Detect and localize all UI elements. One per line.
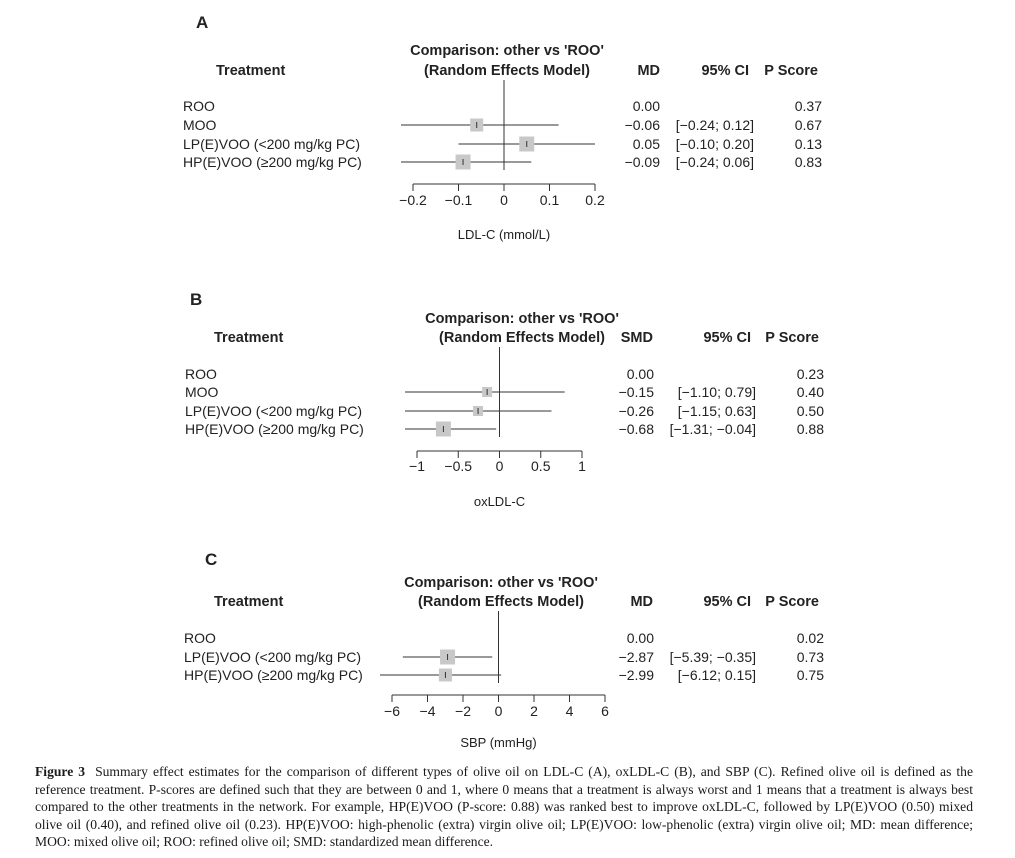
- panel-a-row-4-effect: −0.09: [624, 154, 660, 170]
- caption-text: Summary effect estimates for the comparison of different types of olive oil on LDL-C (A), oxLDL-C (B), and SBP (C). Refined olive oil is defined as the reference treatment. P-scores are defined such that they are between 0 and 1, where 0 means that a treatment is always worst and 1 means that a treatment is always best compared to the other treatments in the network. For example, HP(E)VOO (P-score: 0.88) was ranked best to improve oxLDL-C, followed by LP(E)VOO (0.50) mixed olive oil (0.40), and refined olive oil (0.23). HP(E)VOO: high-phenolic (extra) virgin olive oil; LP(E)VOO: low-phenolic (extra) virgin olive oil; MD: mean difference; MOO: mixed olive oil; ROO: refined olive oil; SMD: standardized mean difference.: [35, 764, 973, 850]
- panel-c-row-3-effect: −2.99: [618, 667, 654, 683]
- panel-b-ci-header: 95% CI: [703, 330, 751, 346]
- panel-c-row-2-ci: [−5.39; −0.35]: [669, 649, 756, 665]
- panel-c-pscore-header: P Score: [765, 594, 819, 610]
- panel-a-row-2-label: MOO: [183, 117, 217, 133]
- panel-b-x-axis-label: oxLDL-C: [473, 494, 526, 509]
- panel-a-pscore-header: P Score: [764, 63, 818, 79]
- panel-a-row-4-pscore: 0.83: [794, 154, 822, 170]
- panel-b-row-4-effect: −0.68: [618, 421, 654, 437]
- panel-c-row-3-pscore: 0.75: [796, 667, 824, 683]
- panel-b-row-2-effect: −0.15: [618, 384, 654, 400]
- panel-c-x-tick-label: −6: [384, 703, 400, 719]
- panel-a-row-1-label: ROO: [183, 98, 215, 114]
- panel-c-x-tick-label: 6: [601, 703, 609, 719]
- panel-b-pscore-header: P Score: [765, 330, 819, 346]
- panel-b-row-2-label: MOO: [185, 384, 219, 400]
- panel-c-row-2-label: LP(E)VOO (<200 mg/kg PC): [184, 649, 362, 665]
- panel-b-comparison-header: Comparison: other vs 'ROO': [425, 311, 619, 327]
- panel-b-x-tick-label: 0.5: [531, 458, 551, 474]
- caption-label: Figure 3: [35, 764, 86, 779]
- panel-c-x-axis-label: SBP (mmHg): [460, 735, 537, 750]
- panel-c-x-tick-label: −2: [455, 703, 471, 719]
- panel-c-row-2-pscore: 0.73: [796, 649, 824, 665]
- panel-a-row-3-effect: 0.05: [632, 136, 660, 152]
- panel-b-row-2-ci: [−1.10; 0.79]: [677, 384, 756, 400]
- panel-c-row-1-pscore: 0.02: [796, 630, 824, 646]
- panel-b-row-3-ci: [−1.15; 0.63]: [677, 403, 756, 419]
- panel-c-effect-header: MD: [630, 594, 653, 610]
- panel-b-row-3-pscore: 0.50: [796, 403, 824, 419]
- panel-c-x-tick-label: 4: [565, 703, 574, 719]
- panel-a-x-axis-label: LDL-C (mmol/L): [457, 227, 551, 242]
- panel-c-treatment-header: Treatment: [214, 594, 284, 610]
- panel-a-letter: A: [196, 13, 209, 32]
- panel-b-row-4-label: HP(E)VOO (≥200 mg/kg PC): [185, 421, 364, 437]
- panel-c-x-tick-label: 0: [494, 703, 503, 719]
- panel-c-row-2-effect: −2.87: [618, 649, 654, 665]
- panel-b-x-tick-label: −1: [409, 458, 425, 474]
- panel-a-x-tick-label: 0: [500, 192, 508, 208]
- panel-c-x-tick-label: 2: [530, 703, 538, 719]
- panel-a-row-4-ci: [−0.24; 0.06]: [675, 154, 754, 170]
- panel-b-row-4-pscore: 0.88: [796, 421, 824, 437]
- panel-b-x-tick-label: −0.5: [444, 458, 473, 474]
- panel-a-row-1-effect: 0.00: [632, 98, 660, 114]
- panel-a-x-tick-label: 0.1: [539, 192, 560, 208]
- panel-a-x-tick-label: −0.1: [444, 192, 473, 208]
- panel-b-row-1-label: ROO: [185, 366, 217, 382]
- panel-a-row-2-effect: −0.06: [624, 117, 660, 133]
- panel-a-row-4-label: HP(E)VOO (≥200 mg/kg PC): [183, 154, 362, 170]
- panel-c-comparison-header: Comparison: other vs 'ROO': [404, 575, 598, 591]
- panel-b-row-3-effect: −0.26: [618, 403, 654, 419]
- panel-a-effect-header: MD: [637, 63, 660, 79]
- panel-b-model-header: (Random Effects Model): [439, 330, 605, 346]
- panel-a-row-3-pscore: 0.13: [794, 136, 822, 152]
- panel-b-row-4-ci: [−1.31; −0.04]: [669, 421, 756, 437]
- panel-c-row-3-ci: [−6.12; 0.15]: [677, 667, 756, 683]
- panel-b-effect-header: SMD: [620, 330, 653, 346]
- panel-a-treatment-header: Treatment: [216, 63, 286, 79]
- panel-b-x-tick-label: 0: [495, 458, 504, 474]
- panel-c-x-tick-label: −4: [419, 703, 436, 719]
- figure-caption: [35, 763, 973, 851]
- panel-a-row-3-ci: [−0.10; 0.20]: [675, 136, 754, 152]
- panel-b-treatment-header: Treatment: [214, 330, 284, 346]
- panel-c-row-3-label: HP(E)VOO (≥200 mg/kg PC): [184, 667, 363, 683]
- panel-a-x-tick-label: 0.2: [585, 192, 605, 208]
- panel-c-row-1-label: ROO: [184, 630, 216, 646]
- panel-a-x-tick-label: −0.2: [399, 192, 427, 208]
- panel-c-model-header: (Random Effects Model): [418, 594, 584, 610]
- panel-a-row-1-pscore: 0.37: [794, 98, 822, 114]
- panel-a-row-2-ci: [−0.24; 0.12]: [675, 117, 754, 133]
- panel-c-letter: C: [205, 550, 218, 569]
- panel-a-row-3-label: LP(E)VOO (<200 mg/kg PC): [183, 136, 361, 152]
- panel-c-ci-header: 95% CI: [703, 594, 751, 610]
- panel-b-row-1-pscore: 0.23: [796, 366, 824, 382]
- panel-c-row-1-effect: 0.00: [626, 630, 654, 646]
- panel-a-comparison-header: Comparison: other vs 'ROO': [410, 43, 604, 59]
- panel-b-x-tick-label: 1: [578, 458, 586, 474]
- panel-a-model-header: (Random Effects Model): [424, 63, 590, 79]
- panel-a-ci-header: 95% CI: [701, 63, 749, 79]
- panel-b-row-1-effect: 0.00: [626, 366, 654, 382]
- panel-b-letter: B: [190, 290, 203, 309]
- panel-b-row-2-pscore: 0.40: [796, 384, 824, 400]
- panel-a-row-2-pscore: 0.67: [794, 117, 822, 133]
- panel-b-row-3-label: LP(E)VOO (<200 mg/kg PC): [185, 403, 363, 419]
